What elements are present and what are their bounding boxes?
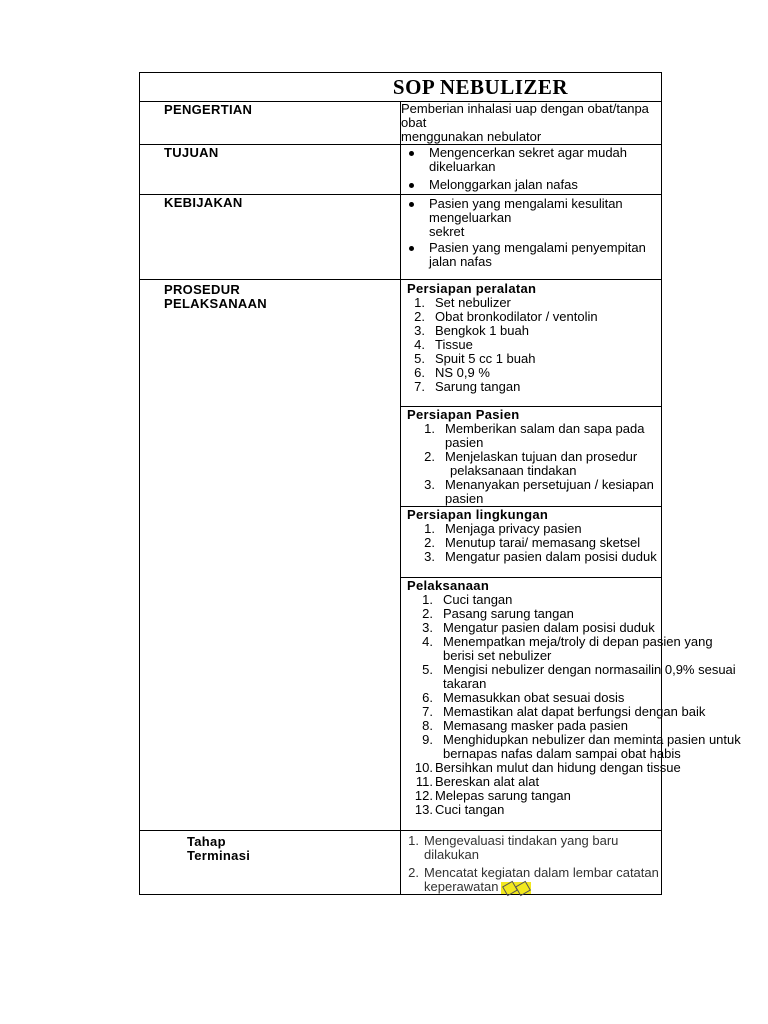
list-item: 1. Cuci tangan bbox=[422, 592, 513, 607]
list-item: 2. Pasang sarung tangan bbox=[422, 606, 574, 621]
list-item: Mengencerkan sekret agar mudah dikeluarkan bbox=[401, 146, 661, 174]
terminasi-label-line-1: Tahap bbox=[187, 834, 226, 849]
list-item: 3. Mengatur pasien dalam posisi duduk bbox=[422, 620, 655, 635]
persiapan-lingkungan-cell bbox=[401, 507, 662, 578]
highlight-marker-icon bbox=[501, 882, 531, 894]
terminasi-label-line-2: Terminasi bbox=[187, 848, 251, 863]
list-item: 1. Mengevaluasi tindakan yang baru dilakukan bbox=[408, 833, 619, 862]
kebijakan-row bbox=[140, 195, 662, 280]
pengertian-row bbox=[140, 102, 662, 145]
list-item: 7. Memastikan alat dapat berfungsi dengan baik bbox=[422, 704, 706, 719]
prosedur-label-line-1: PROSEDUR bbox=[164, 282, 241, 297]
pasien-list bbox=[401, 422, 661, 506]
list-item: 2. Menjelaskan tujuan dan prosedur pelaksanaan tindakan bbox=[424, 449, 638, 478]
list-item: 3. Bengkok 1 buah bbox=[414, 323, 529, 338]
list-item: 11. Bereskan alat alat bbox=[415, 774, 540, 789]
persiapan-peralatan-heading: Persiapan peralatan bbox=[407, 281, 537, 296]
tujuan-label: TUJUAN bbox=[164, 145, 219, 160]
list-item: 13. Cuci tangan bbox=[414, 802, 505, 817]
list-item: 1. Menjaga privacy pasien bbox=[424, 521, 582, 536]
list-item: 2. Mencatat kegiatan dalam lembar catatan keperawatan bbox=[408, 865, 659, 894]
list-item: 4. Tissue bbox=[414, 337, 473, 352]
terminasi-list bbox=[401, 834, 661, 894]
list-item: 5. Spuit 5 cc 1 buah bbox=[414, 351, 536, 366]
pengertian-line-1: Pemberian inhalasi uap dengan obat/tanpa obat bbox=[401, 101, 649, 130]
list-item: 10. Bersihkan mulut dan hidung dengan tissue bbox=[414, 760, 681, 775]
persiapan-pasien-heading: Persiapan Pasien bbox=[407, 407, 520, 422]
pengertian-line-2: menggunakan nebulator bbox=[401, 129, 542, 144]
persiapan-lingkungan-heading: Persiapan lingkungan bbox=[407, 507, 549, 522]
list-item: 3. Mengatur pasien dalam posisi duduk bbox=[424, 549, 657, 564]
list-item: 6. Memasukkan obat sesuai dosis bbox=[422, 690, 625, 705]
terminasi-cell bbox=[401, 831, 662, 895]
list-item: 12. Melepas sarung tangan bbox=[414, 788, 571, 803]
pengertian-value bbox=[401, 102, 662, 145]
prosedur-label-line-2: PELAKSANAAN bbox=[164, 296, 267, 311]
list-item: 5. Mengisi nebulizer dengan normasailin 0,9% sesuai takaran bbox=[422, 662, 736, 691]
terminasi-row bbox=[140, 831, 662, 895]
peralatan-list bbox=[401, 296, 661, 394]
list-item: 3. Menanyakan persetujuan / kesiapan pasien bbox=[424, 477, 654, 506]
list-item: 1. Set nebulizer bbox=[414, 295, 511, 310]
title-row bbox=[140, 73, 662, 102]
tujuan-row bbox=[140, 145, 662, 195]
pelaksanaan-heading: Pelaksanaan bbox=[407, 578, 490, 593]
pelaksanaan-cell bbox=[401, 578, 741, 831]
list-item: 2. Obat bronkodilator / ventolin bbox=[414, 309, 598, 324]
pengertian-label: PENGERTIAN bbox=[164, 102, 253, 117]
list-item: Pasien yang mengalami penyempitan jalan nafas bbox=[401, 241, 661, 269]
list-item: 6. NS 0,9 % bbox=[414, 365, 490, 380]
kebijakan-label: KEBIJAKAN bbox=[164, 195, 243, 210]
persiapan-pasien-cell bbox=[401, 407, 662, 507]
sop-table bbox=[139, 72, 741, 895]
list-item: Pasien yang mengalami kesulitan mengeluarkan sekret bbox=[401, 197, 661, 239]
list-item: 4. Menempatkan meja/troly di depan pasien yang berisi set nebulizer bbox=[422, 634, 713, 663]
list-item: 1. Memberikan salam dan sapa pada pasien bbox=[424, 421, 645, 450]
list-item: 2. Menutup tarai/ memasang sketsel bbox=[424, 535, 641, 550]
persiapan-peralatan-cell bbox=[401, 280, 662, 407]
pelaksanaan-list bbox=[401, 593, 741, 817]
lingkungan-list bbox=[401, 522, 661, 564]
prosedur-row bbox=[140, 280, 662, 407]
list-item: 8. Memasang masker pada pasien bbox=[422, 718, 628, 733]
kebijakan-list bbox=[401, 197, 661, 269]
list-item: Melonggarkan jalan nafas bbox=[401, 178, 661, 192]
tujuan-list bbox=[401, 146, 661, 192]
list-item: 9. Menghidupkan nebulizer dan meminta pasien untuk bernapas nafas dalam sampai obat habis bbox=[422, 732, 741, 761]
list-item: 7. Sarung tangan bbox=[414, 379, 521, 394]
document-title: SOP NEBULIZER bbox=[140, 73, 662, 102]
